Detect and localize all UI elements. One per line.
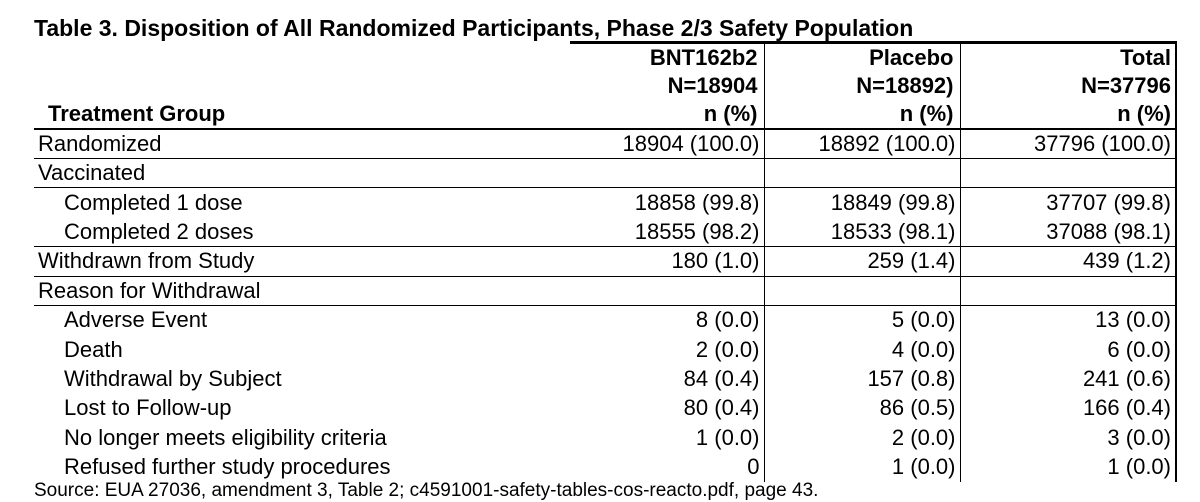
cell-bnt162b2: 0 (570, 452, 764, 481)
row-adverse-event (34, 305, 1176, 334)
source-footnote: Source: EUA 27036, amendment 3, Table 2; c4591001-safety-tables-cos-reacto.pdf, page 43. (34, 480, 819, 501)
cell-placebo: 5 (0.0) (764, 305, 960, 334)
row-reason-for-withdrawal (34, 276, 1176, 305)
cell-placebo: 18533 (98.1) (764, 217, 960, 246)
row-label: Completed 1 dose (64, 189, 243, 215)
cell-bnt162b2: 84 (0.4) (570, 364, 764, 393)
header-placebo (764, 43, 960, 130)
header-treatment-group: Treatment Group (48, 101, 226, 126)
row-vaccinated (34, 159, 1176, 188)
row-label: Reason for Withdrawal (38, 277, 261, 303)
row-label: Vaccinated (38, 160, 146, 186)
row-label: Refused further study procedures (64, 454, 391, 480)
header-col-unit: n (%) (1117, 101, 1171, 126)
header-total (960, 43, 1176, 130)
cell-total: 37088 (98.1) (960, 217, 1176, 246)
row-death (34, 335, 1176, 364)
cell-placebo (764, 276, 960, 305)
cell-total: 37796 (100.0) (960, 129, 1176, 159)
table-title: Table 3. Disposition of All Randomized Participants, Phase 2/3 Safety Population (34, 15, 914, 41)
header-col-n: N=18892) (856, 73, 954, 98)
row-withdrawn (34, 247, 1176, 276)
cell-placebo: 4 (0.0) (764, 335, 960, 364)
cell-total: 439 (1.2) (960, 247, 1176, 276)
cell-bnt162b2: 18858 (99.8) (570, 188, 764, 217)
row-label: Death (64, 336, 123, 362)
row-refused-further-procedures (34, 452, 1176, 481)
cell-bnt162b2: 2 (0.0) (570, 335, 764, 364)
header-col-n: N=18904 (667, 73, 758, 98)
cell-total: 241 (0.6) (960, 364, 1176, 393)
cell-total (960, 159, 1176, 188)
row-no-longer-eligible (34, 423, 1176, 452)
row-label: Withdrawn from Study (38, 248, 255, 274)
disposition-table (34, 41, 1177, 482)
cell-placebo: 157 (0.8) (764, 364, 960, 393)
cell-total: 13 (0.0) (960, 305, 1176, 334)
cell-placebo: 1 (0.0) (764, 452, 960, 481)
cell-placebo: 259 (1.4) (764, 247, 960, 276)
cell-bnt162b2: 8 (0.0) (570, 305, 764, 334)
cell-total: 166 (0.4) (960, 394, 1176, 423)
row-randomized (34, 129, 1176, 159)
row-label: No longer meets eligibility criteria (64, 424, 387, 450)
header-col-name: Placebo (869, 45, 954, 70)
cell-placebo: 86 (0.5) (764, 394, 960, 423)
cell-total: 3 (0.0) (960, 423, 1176, 452)
header-col-name: Total (1120, 45, 1171, 70)
cell-bnt162b2: 1 (0.0) (570, 423, 764, 452)
cell-placebo: 18892 (100.0) (764, 129, 960, 159)
cell-placebo: 2 (0.0) (764, 423, 960, 452)
table-header-row (34, 43, 1176, 130)
row-lost-to-follow-up (34, 394, 1176, 423)
cell-total: 1 (0.0) (960, 452, 1176, 481)
header-col-name: BNT162b2 (649, 45, 758, 70)
cell-bnt162b2: 18555 (98.2) (570, 217, 764, 246)
row-label: Lost to Follow-up (64, 395, 232, 421)
cell-bnt162b2 (570, 159, 764, 188)
header-bnt162b2 (570, 43, 764, 130)
cell-placebo (764, 159, 960, 188)
cell-bnt162b2 (570, 276, 764, 305)
cell-bnt162b2: 80 (0.4) (570, 394, 764, 423)
cell-bnt162b2: 18904 (100.0) (570, 129, 764, 159)
row-withdrawal-by-subject (34, 364, 1176, 393)
row-label: Randomized (38, 131, 162, 156)
cell-total (960, 276, 1176, 305)
row-label: Completed 2 doses (64, 218, 254, 244)
cell-bnt162b2: 180 (1.0) (570, 247, 764, 276)
row-completed-1-dose (34, 188, 1176, 217)
cell-placebo: 18849 (99.8) (764, 188, 960, 217)
header-col-n: N=37796 (1081, 73, 1171, 98)
cell-total: 37707 (99.8) (960, 188, 1176, 217)
row-completed-2-doses (34, 217, 1176, 246)
row-label: Adverse Event (64, 307, 208, 333)
header-col-unit: n (%) (899, 101, 954, 126)
cell-total: 6 (0.0) (960, 335, 1176, 364)
row-label: Withdrawal by Subject (64, 365, 282, 391)
header-col-unit: n (%) (703, 101, 758, 126)
